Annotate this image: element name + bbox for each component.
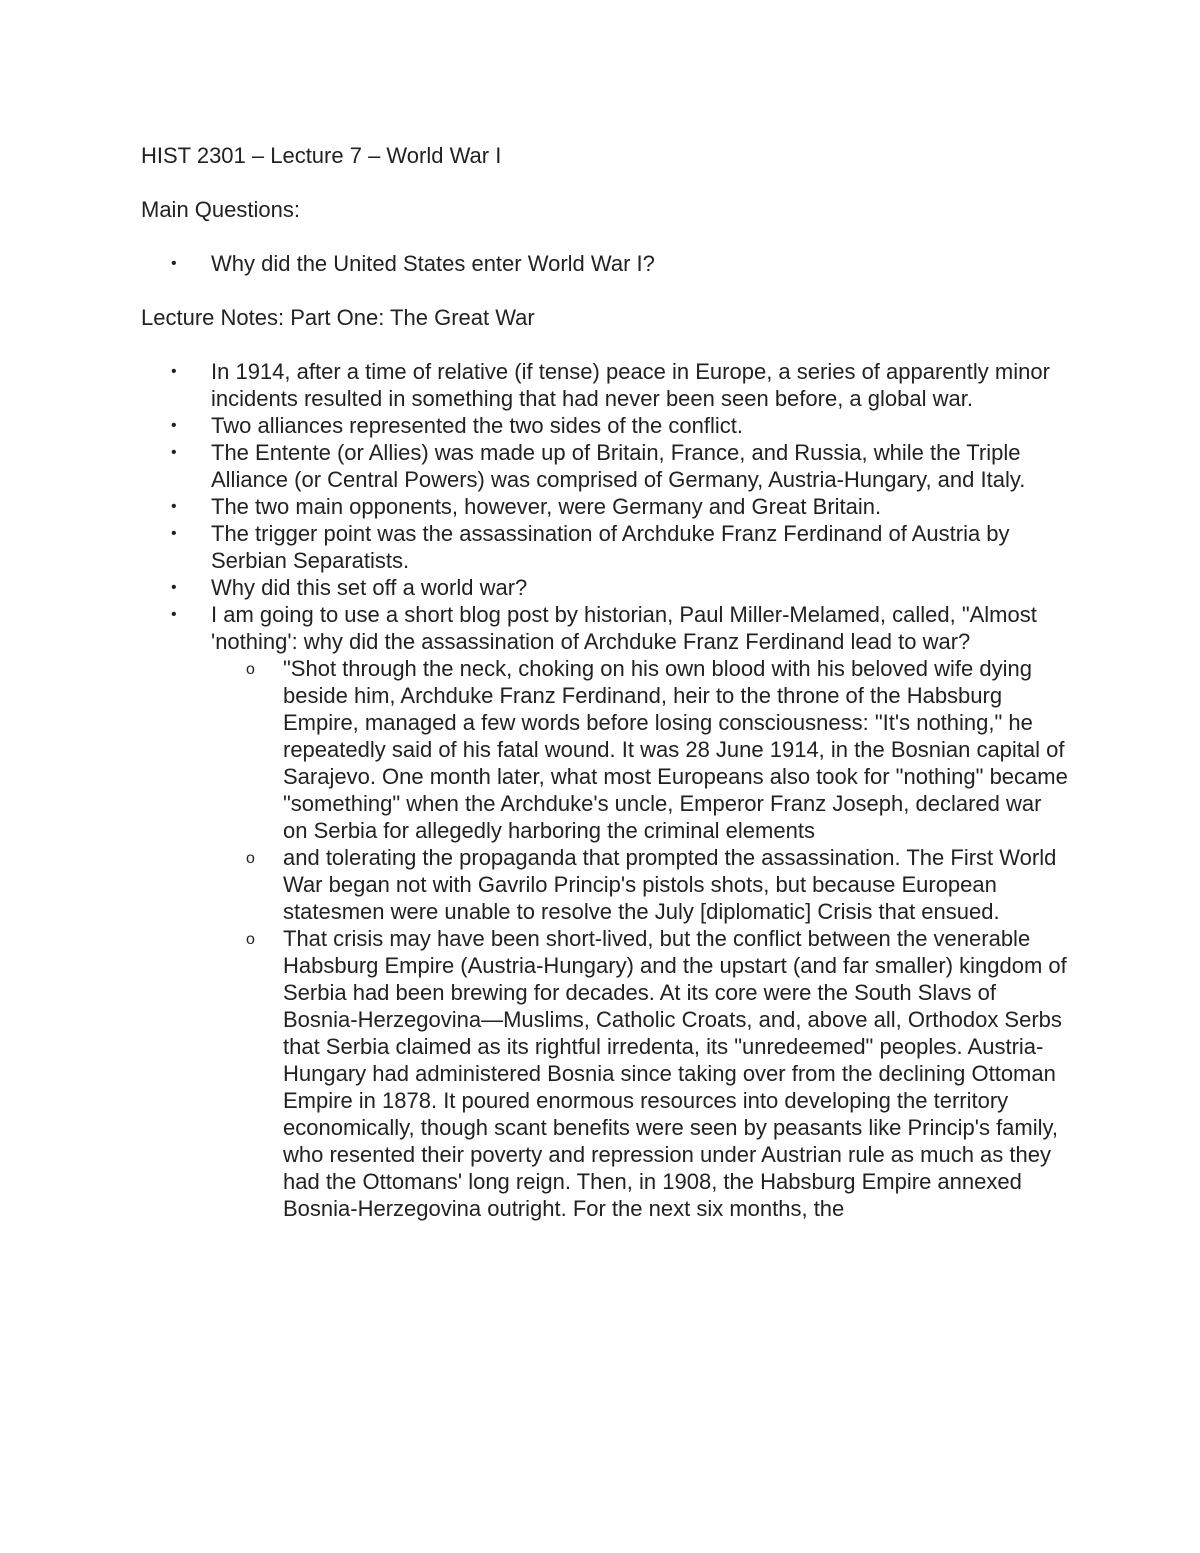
circle-bullet-icon: o bbox=[246, 661, 255, 678]
main-questions-list bbox=[141, 250, 1070, 277]
bullet-icon: • bbox=[171, 498, 177, 515]
list-item-text: I am going to use a short blog post by historian, Paul Miller-Melamed, called, "Almost 'nothing': why did the assassination of Archduke Franz Ferdinand lead to war? bbox=[211, 602, 1037, 654]
sub-list-item-text: and tolerating the propaganda that prompted the assassination. The First World War began not with Gavrilo Princip's pistols shots, but because European statesmen were unable to resolve the July [diplomatic] Crisis that ensued. bbox=[283, 845, 1057, 924]
list-item-text: Why did this set off a world war? bbox=[211, 575, 528, 600]
bullet-icon: • bbox=[171, 579, 177, 596]
quote-sublist bbox=[211, 655, 1070, 1222]
list-item-text: In 1914, after a time of relative (if tense) peace in Europe, a series of apparently minor incidents resulted in something that had never been seen before, a global war. bbox=[211, 359, 1050, 411]
circle-bullet-icon: o bbox=[246, 931, 255, 948]
sub-list-item-text: "Shot through the neck, choking on his own blood with his beloved wife dying beside him, Archduke Franz Ferdinand, heir to the throne of the Habsburg Empire, managed a few words before losing consciousness: "It's nothing," he repeatedly said of his fatal wound. It was 28 June 1914, in the Bosnian capital of Sarajevo. One month later, what most Europeans also took for "nothing" became "something" when the Archduke's uncle, Emperor Franz Joseph, declared war on Serbia for allegedly harboring the criminal elements bbox=[283, 656, 1068, 843]
bullet-icon: • bbox=[171, 255, 177, 272]
list-item bbox=[141, 439, 1070, 493]
main-questions-heading: Main Questions: bbox=[141, 197, 300, 222]
sub-list-item bbox=[211, 844, 1070, 925]
bullet-icon: • bbox=[171, 606, 177, 623]
list-item-text: The Entente (or Allies) was made up of Britain, France, and Russia, while the Triple Alliance (or Central Powers) was comprised of Germany, Austria-Hungary, and Italy. bbox=[211, 440, 1026, 492]
sub-list-item bbox=[211, 925, 1070, 1222]
list-item bbox=[141, 250, 1070, 277]
bullet-icon: • bbox=[171, 444, 177, 461]
list-item bbox=[141, 493, 1070, 520]
bullet-icon: • bbox=[171, 417, 177, 434]
bullet-icon: • bbox=[171, 363, 177, 380]
lecture-notes-heading: Lecture Notes: Part One: The Great War bbox=[141, 305, 535, 330]
list-item bbox=[141, 412, 1070, 439]
list-item bbox=[141, 574, 1070, 601]
list-item-text: The trigger point was the assassination of Archduke Franz Ferdinand of Austria by Serbian Separatists. bbox=[211, 521, 1010, 573]
spacer bbox=[141, 223, 1070, 250]
sub-list-item-text: That crisis may have been short-lived, but the conflict between the venerable Habsburg Empire (Austria-Hungary) and the upstart (and far smaller) kingdom of Serbia had been brewing for decades. At its core were the South Slavs of Bosnia-Herzegovina—Muslims, Catholic Croats, and, above all, Orthodox Serbs that Serbia claimed as its rightful irredenta, its "unredeemed" peoples. Austria-Hungary had administered Bosnia since taking over from the declining Ottoman Empire in 1878. It poured enormous resources into developing the territory economically, though scant benefits were seen by peasants like Princip's family, who resented their poverty and repression under Austrian rule as much as they had the Ottomans' long reign. Then, in 1908, the Habsburg Empire annexed Bosnia-Herzegovina outright. For the next six months, the bbox=[283, 926, 1067, 1221]
list-item bbox=[141, 520, 1070, 574]
circle-bullet-icon: o bbox=[246, 850, 255, 867]
sub-list-item bbox=[211, 655, 1070, 844]
bullet-icon: • bbox=[171, 525, 177, 542]
document-title: HIST 2301 – Lecture 7 – World War I bbox=[141, 143, 502, 168]
lecture-notes-list bbox=[141, 358, 1070, 1222]
list-item-text: Why did the United States enter World War I? bbox=[211, 251, 655, 276]
list-item bbox=[141, 358, 1070, 412]
list-item-text: Two alliances represented the two sides of the conflict. bbox=[211, 413, 743, 438]
list-item-text: The two main opponents, however, were Germany and Great Britain. bbox=[211, 494, 882, 519]
list-item bbox=[141, 601, 1070, 1222]
